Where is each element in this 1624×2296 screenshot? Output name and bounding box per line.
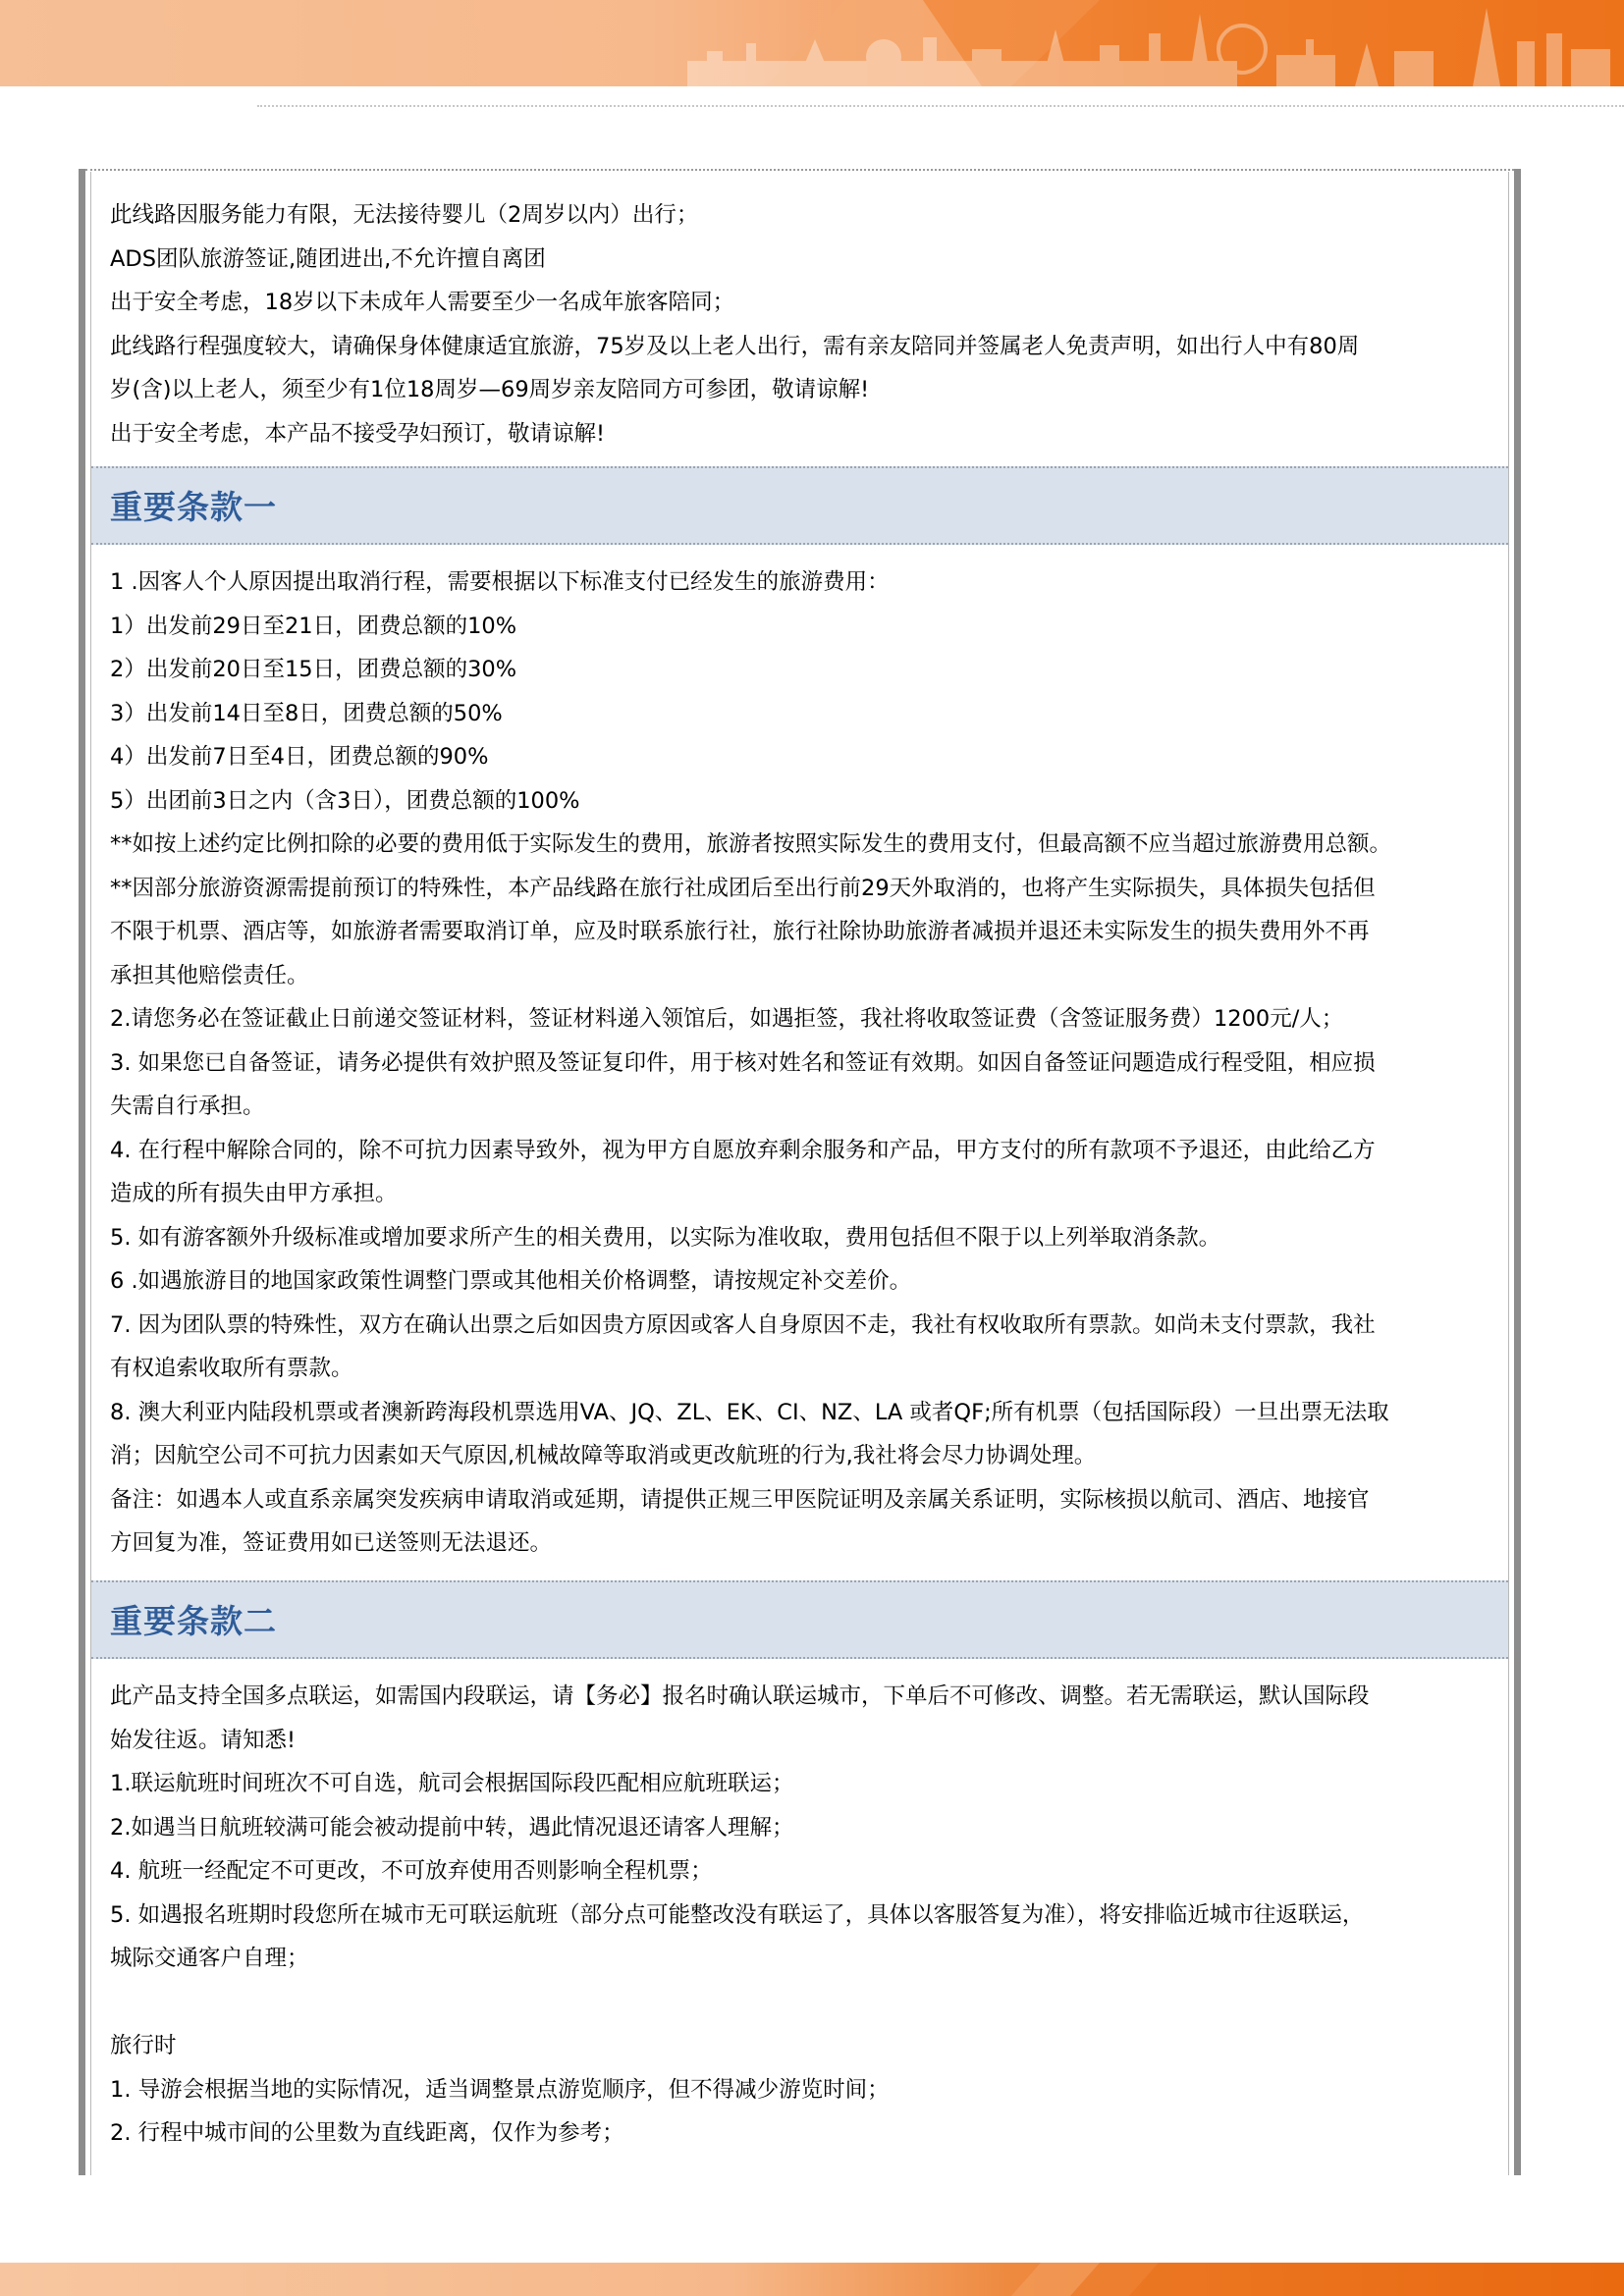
text-line: 6 .如遇旅游目的地国家政策性调整门票或其他相关价格调整，请按规定补交差价。 <box>110 1268 912 1294</box>
text-line: 始发往返。请知悉! <box>110 1727 297 1753</box>
text-line: 出于安全考虑，18岁以下未成年人需要至少一名成年旅客陪同； <box>110 290 735 315</box>
text-line: 4）出发前7日至4日，团费总额的90% <box>110 744 489 770</box>
text-line: 3. 如果您已自备签证，请务必提供有效护照及签证复印件，用于核对姓名和签证有效期。如因自备签证问题造成行程受阻，相应损 <box>110 1049 1376 1076</box>
text-line: 此线路因服务能力有限，无法接待婴儿（2周岁以内）出行； <box>110 202 699 228</box>
footer-decoration <box>0 2263 1624 2296</box>
notice-list <box>110 193 1502 455</box>
text-line: 4. 航班一经配定不可更改，不可放弃使用否则影响全程机票； <box>110 1858 713 1884</box>
text-line: 4. 在行程中解除合同的，除不可抗力因素导致外，视为甲方自愿放弃剩余服务和产品，甲方支付的所有款项不予退还，由此给乙方 <box>110 1137 1376 1163</box>
skyline-decoration <box>0 0 1624 86</box>
text-line: 造成的所有损失由甲方承担。 <box>110 1181 398 1206</box>
text-line: **如按上述约定比例扣除的必要的费用低于实际发生的费用，旅游者按照实际发生的费用支付，但最高额不应当超过旅游费用总额。 <box>110 831 1392 857</box>
text-line: 1.联运航班时间班次不可自选，航司会根据国际段匹配相应航班联运； <box>110 1771 794 1796</box>
text-line: 5. 如有游客额外升级标准或增加要求所产生的相关费用，以实际为准收取，费用包括但不限于以上列举取消条款。 <box>110 1224 1221 1251</box>
text-line: **因部分旅游资源需提前预订的特殊性，本产品线路在旅行社成团后至出行前29天外取消的，也将产生实际损失，具体损失包括但 <box>110 875 1376 901</box>
text-line: 2.如遇当日航班较满可能会被动提前中转，遇此情况退还请客人理解； <box>110 1814 794 1841</box>
text-line: 5. 如遇报名班期时段您所在城市无可联运航班（部分点可能整改没有联运了，具体以客服答复为准），将安排临近城市往返联运， <box>110 1901 1365 1928</box>
text-line: 1 .因客人个人原因提出取消行程，需要根据以下标准支付已经发生的旅游费用： <box>110 569 890 595</box>
text-line: 方回复为准，签证费用如已送签则无法退还。 <box>110 1530 553 1556</box>
text-line: 出于安全考虑，本产品不接受孕妇预订，敬请谅解! <box>110 420 606 447</box>
footer-banner <box>0 2263 1624 2296</box>
text-line: 7. 因为团队票的特殊性，双方在确认出票之后如因贵方原因或客人自身原因不走，我社有权收取所有票款。如尚未支付票款，我社 <box>110 1311 1376 1338</box>
text-line: 2）出发前20日至15日，团费总额的30% <box>110 657 517 682</box>
text-line: 5）出团前3日之内（含3日），团费总额的100% <box>110 787 580 814</box>
text-line: 失需自行承担。 <box>110 1094 265 1119</box>
text-line: 2. 行程中城市间的公里数为直线距离，仅作为参考； <box>110 2120 624 2146</box>
text-line: 1. 导游会根据当地的实际情况，适当调整景点游览顺序，但不得减少游览时间； <box>110 2076 890 2103</box>
text-line: 此线路行程强度较大，请确保身体健康适宜旅游，75岁及以上老人出行，需有亲友陪同并签属老人免责声明，如出行人中有80周 <box>110 333 1360 359</box>
text-line: 岁(含)以上老人，须至少有1位18周岁—69周岁亲友陪同方可参团，敬请谅解! <box>110 377 870 402</box>
terms-2-list <box>110 1675 1502 2156</box>
text-line: 旅行时 <box>110 2033 177 2058</box>
terms-1-list <box>110 561 1502 1566</box>
text-line: 消；因航空公司不可抗力因素如天气原因,机械故障等取消或更改航班的行为,我社将会尽力协调处理。 <box>110 1443 1097 1468</box>
text-line: ADS团队旅游签证,随团进出,不允许擅自离团 <box>110 245 546 272</box>
text-line <box>110 1981 1502 2025</box>
content-inner <box>90 172 1509 2175</box>
text-line: 2.请您务必在签证截止日前递交签证材料，签证材料递入领馆后，如遇拒签，我社将收取签证费（含签证服务费）1200元/人； <box>110 1006 1344 1032</box>
text-line: 有权追索收取所有票款。 <box>110 1356 353 1381</box>
section-header-terms-1 <box>91 466 1508 545</box>
text-line: 承担其他赔偿责任。 <box>110 962 309 988</box>
text-line: 3）出发前14日至8日，团费总额的50% <box>110 700 503 726</box>
text-line: 备注：如遇本人或直系亲属突发疾病申请取消或延期，请提供正规三甲医院证明及亲属关系证明，实际核损以航司、酒店、地接官 <box>110 1486 1370 1513</box>
section-header-terms-2 <box>91 1580 1508 1659</box>
content-frame <box>79 169 1521 2175</box>
header-divider <box>257 105 1624 107</box>
text-line: 1）出发前29日至21日，团费总额的10% <box>110 613 517 639</box>
text-line: 不限于机票、酒店等，如旅游者需要取消订单，应及时联系旅行社，旅行社除协助旅游者减损并退还未实际发生的损失费用外不再 <box>110 919 1370 944</box>
section-title: 重要条款一 <box>110 488 277 526</box>
text-line: 此产品支持全国多点联运，如需国内段联运，请【务必】报名时确认联运城市，下单后不可修改、调整。若无需联运，默认国际段 <box>110 1683 1370 1709</box>
text-line: 城际交通客户自理； <box>110 1946 309 1971</box>
text-line: 8. 澳大利亚内陆段机票或者澳新跨海段机票选用VA、JQ、ZL、EK、CI、NZ、LA 或者QF;所有机票（包括国际段）一旦出票无法取 <box>110 1399 1389 1425</box>
section-title: 重要条款二 <box>110 1602 277 1640</box>
header-banner <box>0 0 1624 86</box>
